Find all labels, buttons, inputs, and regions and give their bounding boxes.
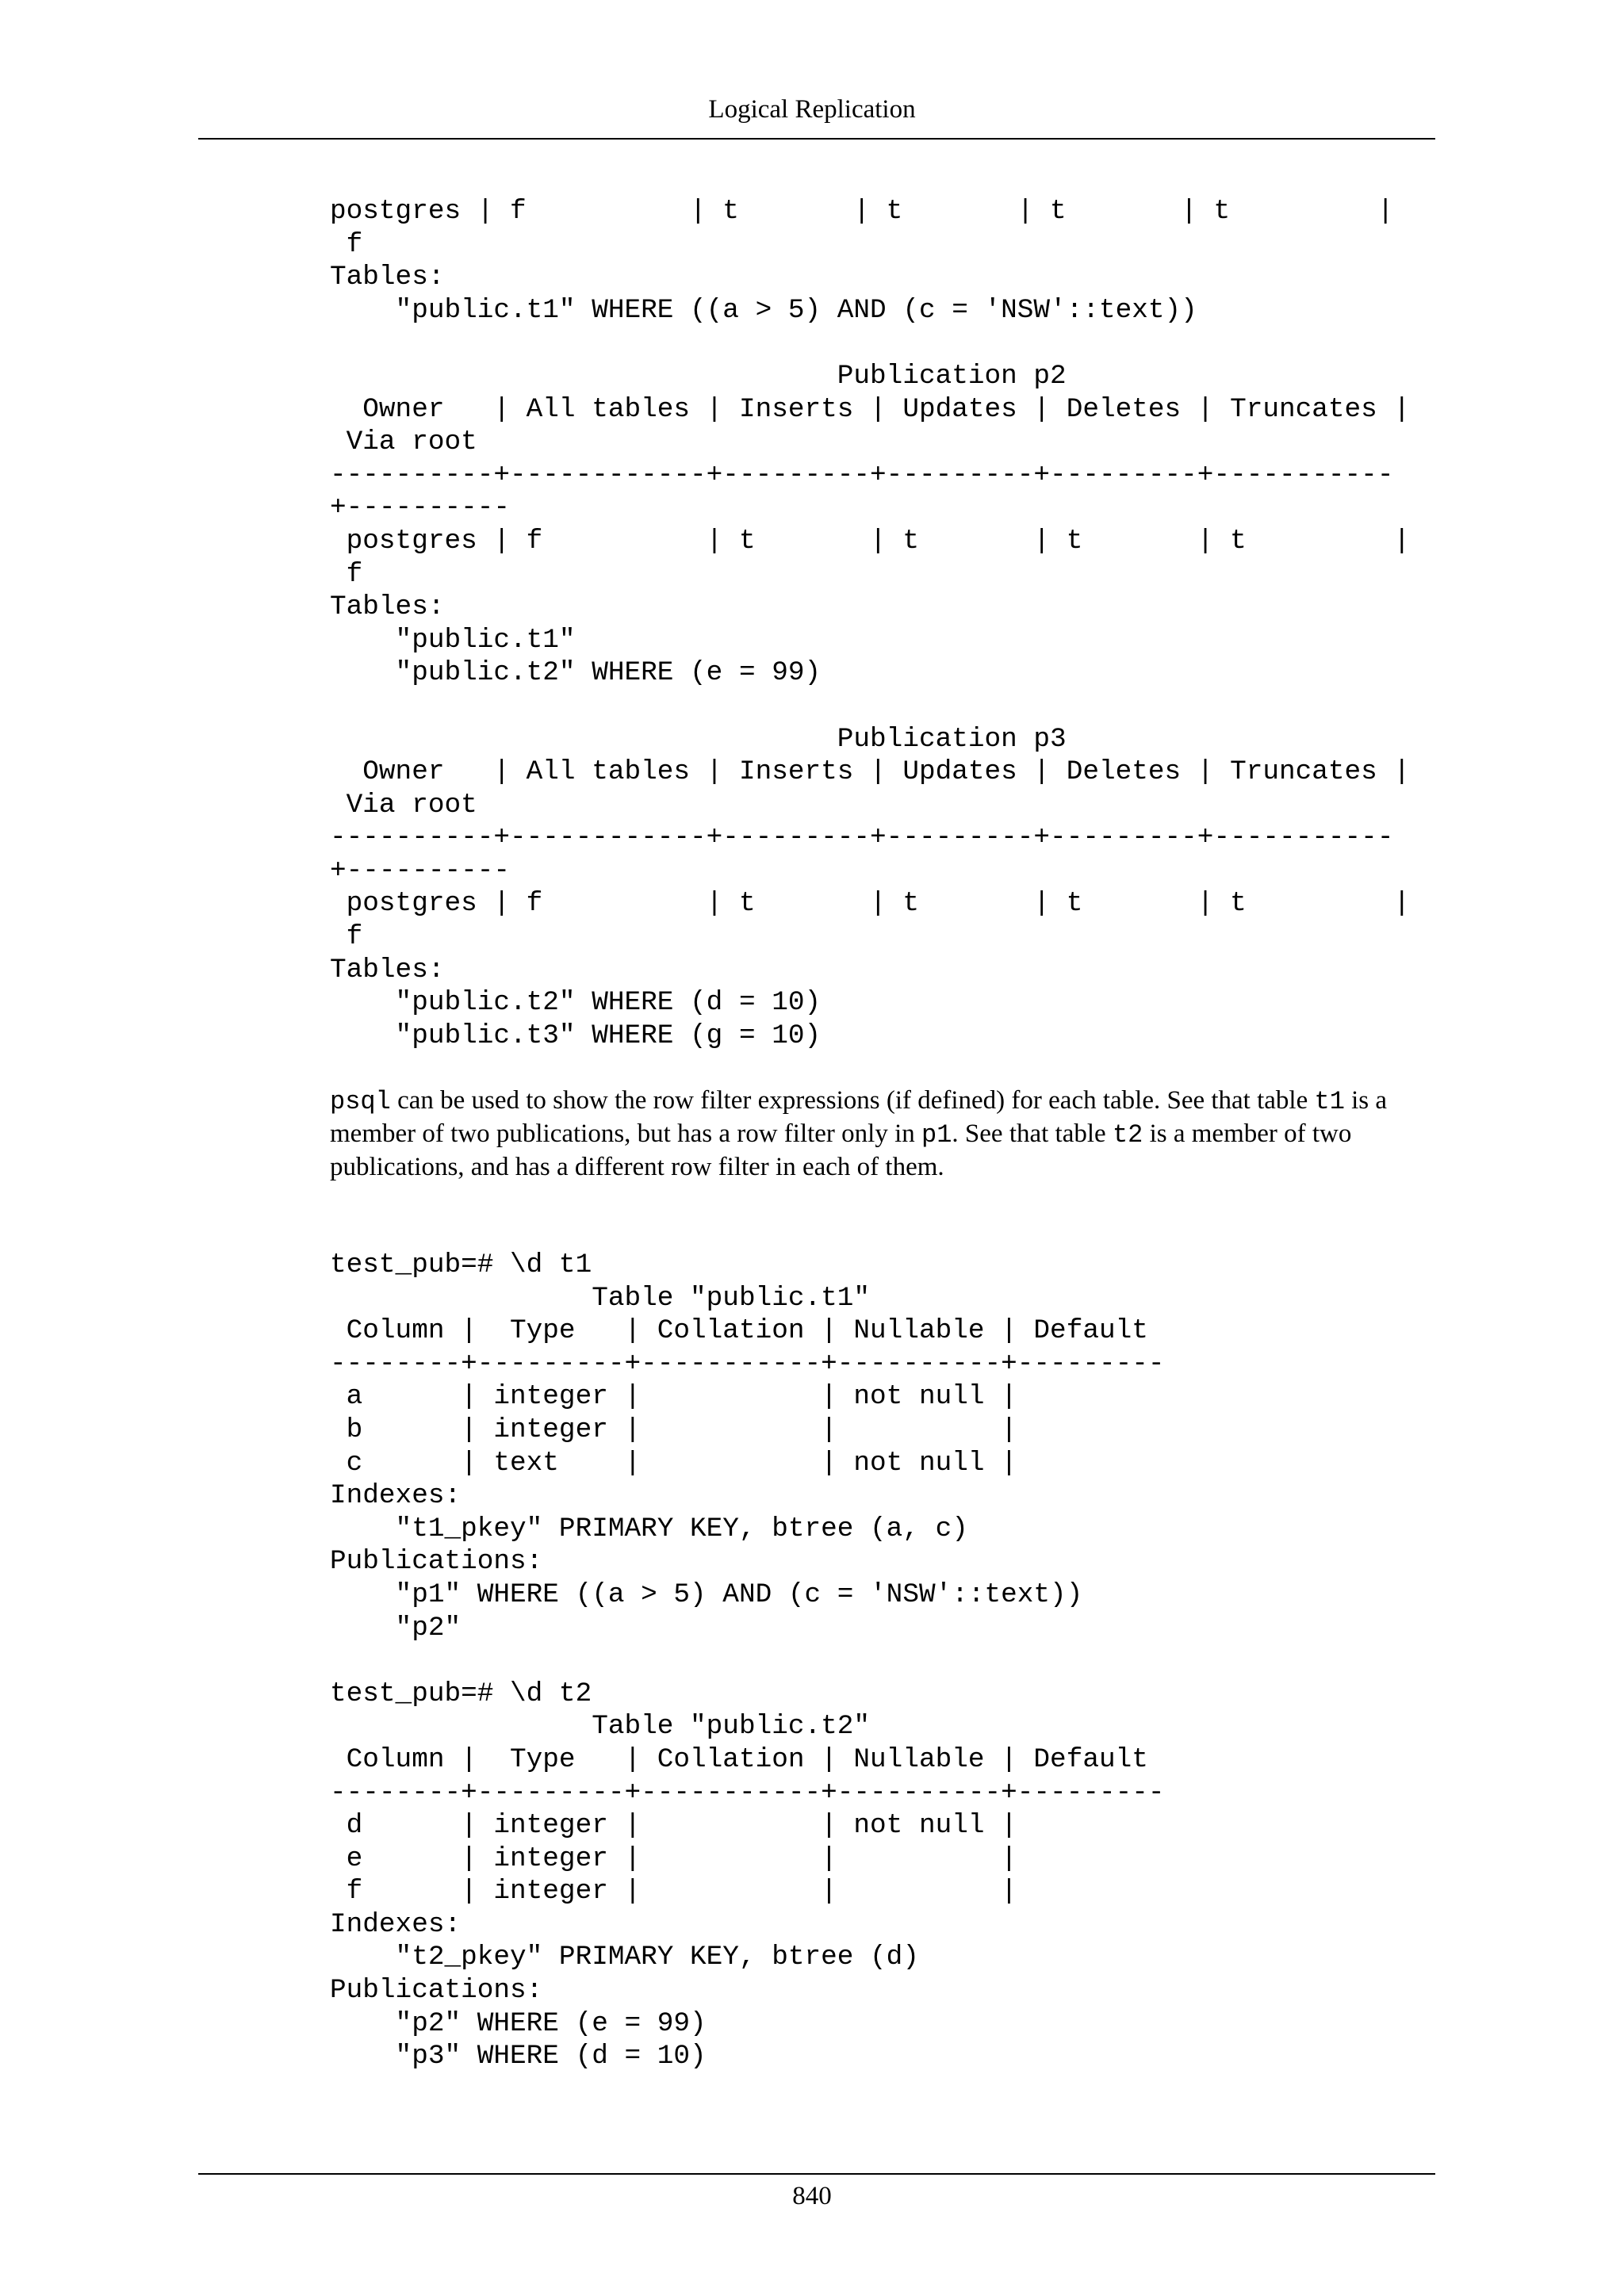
table-describe-code-block: test_pub=# \d t1 Table "public.t1" Column | Type | Collation | Nullable | Default --------+---------+-----------+----------+--------- a | integer | | not null | b | integer | | | c | text | | not null | Indexes: "t1_pkey" PRIMARY KEY, btree (a, c) Publications: "p1" WHERE ((a > 5) AND (c = 'NSW'::text)) "p2" test_pub=# \d t2 Table "public.t2" Column | Type | Collation | Nullable | Default --------+---------+-----------+----------+--------- d | integer | | not null | e | integer | | | f | integer | | | Indexes: "t2_pkey" PRIMARY KEY, btree (d) Publications: "p2" WHERE (e = 99) "p3" WHERE (d = 10) <box>330 1249 1165 2072</box>
footer-divider <box>198 2173 1435 2175</box>
p1-inline-code: p1 <box>921 1120 952 1150</box>
row-filter-explanation-paragraph <box>330 1085 1437 1184</box>
header-divider <box>198 138 1435 140</box>
paragraph-text-segment: is a member of two publications, and has a different row filter in each of them. <box>330 1119 1352 1181</box>
paragraph-text-segment: is a member of two publications, but has a row filter only in <box>330 1086 1388 1148</box>
t2-inline-code: t2 <box>1112 1120 1143 1150</box>
publication-listing-code-block: postgres | f | t | t | t | t | f Tables: "public.t1" WHERE ((a > 5) AND (c = 'NSW'::text)) Publication p2 Owner | All tables | Inserts | Updates | Deletes | Truncates | Via root ----------+------------+---------+---------+---------+----------- +---------- postgres | f | t | t | t | t | f Tables: "public.t1" "public.t2" WHERE (e = 99) Publication p3 Owner | All tables | Inserts | Updates | Deletes | Truncates | Via root ----------+------------+---------+---------+---------+----------- +---------- postgres | f | t | t | t | t | f Tables: "public.t2" WHERE (d = 10) "public.t3" WHERE (g = 10) <box>330 196 1411 1051</box>
paragraph-text-segment: . See that table <box>952 1119 1113 1148</box>
psql-inline-code: psql <box>330 1087 391 1116</box>
t1-inline-code: t1 <box>1314 1087 1345 1116</box>
page-number: 840 <box>792 2182 832 2210</box>
page-header-title: Logical Replication <box>708 95 916 124</box>
paragraph-text-segment: can be used to show the row filter expressions (if defined) for each table. See that table <box>390 1086 1315 1115</box>
